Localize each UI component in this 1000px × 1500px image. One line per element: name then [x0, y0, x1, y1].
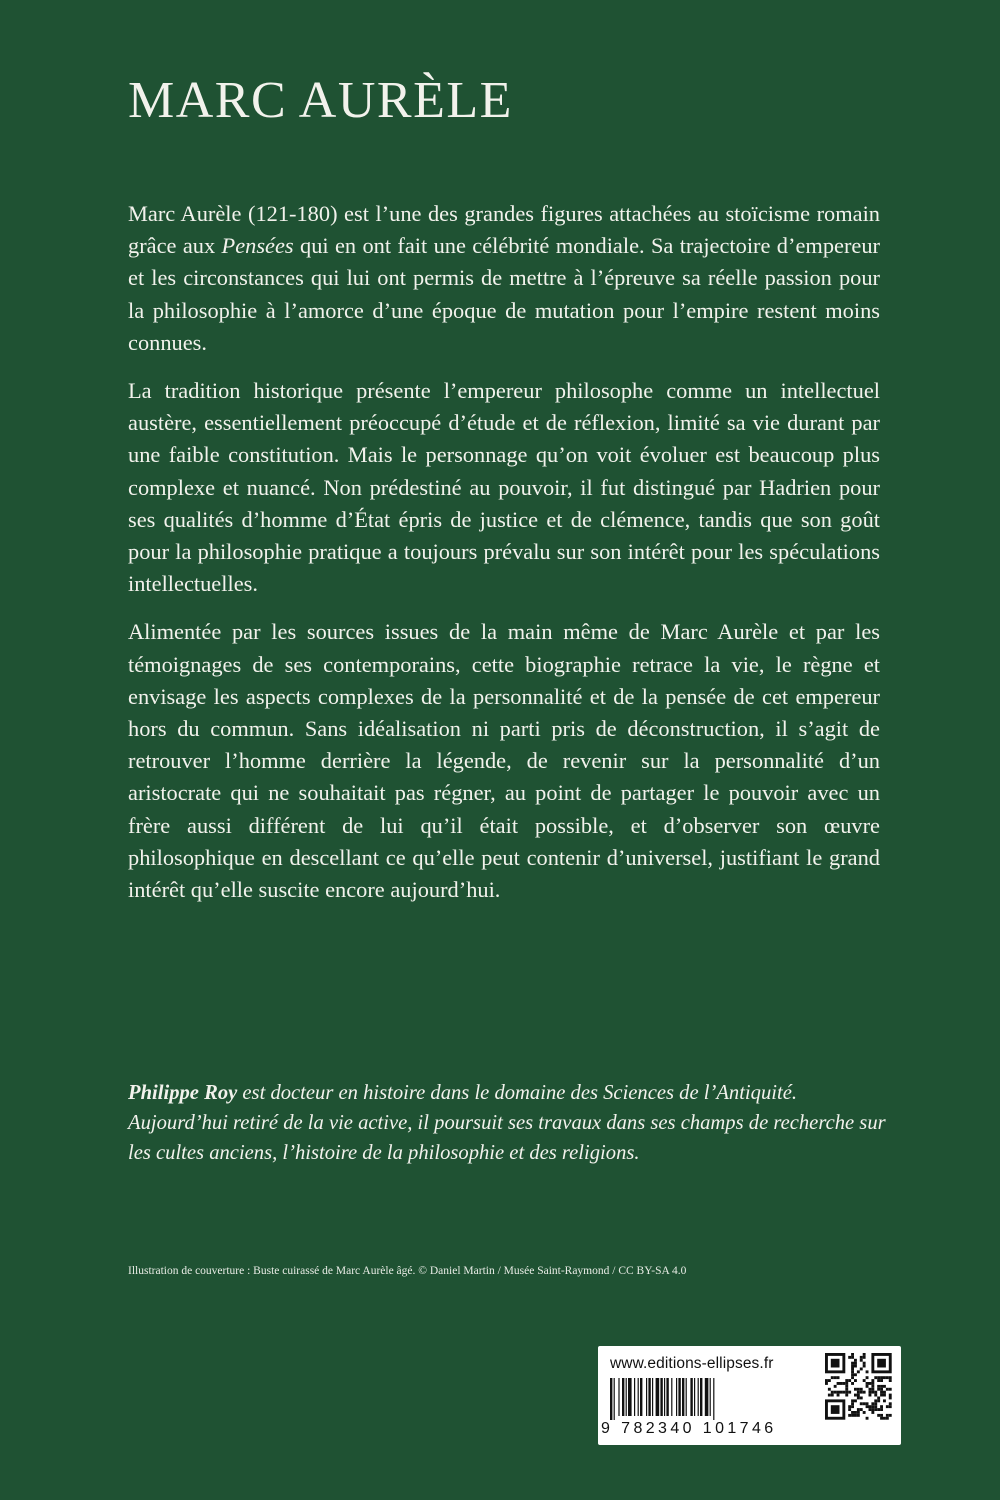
barcode-panel	[598, 1346, 901, 1445]
blurb-paragraph-1	[128, 198, 880, 359]
qr-code-icon[interactable]	[824, 1352, 894, 1438]
blurb-paragraph-2: La tradition historique présente l’empereur philosophe comme un intellectuel austère, essentiellement préoccupé d’étude et de réflexion, limité sa vie durant par une faible constitution. Mais le personnage qu’on voit évoluer est beaucoup plus complexe et nuancé. Non prédestiné au pouvoir, il fut distingué par Hadrien pour ses qualités d’homme d’État épris de justice et de clémence, tandis que son goût pour la philosophie pratique a toujours prévalu sur son intérêt pour les spéculations intellectuelles.	[128, 378, 880, 597]
publisher-website[interactable]: www.editions-ellipses.fr	[610, 1355, 774, 1372]
paragraph-1-end: qui en ont fait une célébrité mondiale. Sa trajectoire d’empereur et les circonstances qui lui ont permis de mettre à l’épreuve sa réelle passion pour la philosophie à l’amorce d’une époque de mutation pour l’empire restent moins connues.	[128, 233, 880, 355]
paragraph-1-start: Marc Aurèle (121-180) est l’une des grandes figures attachées au stoïcisme romain grâce aux	[128, 201, 880, 259]
author-bio	[128, 1078, 888, 1168]
pensees-italic: Pensées	[221, 233, 294, 259]
isbn-barcode-icon	[608, 1378, 813, 1420]
book-title: MARC AURÈLE	[128, 72, 513, 129]
author-bio-text: est docteur en histoire dans le domaine des Sciences de l’Antiquité. Aujourd’hui retiré de la vie active, il poursuit ses travaux dans ses champs de recherche sur les cultes anciens, l’histoire de la philosophie et des religions.	[128, 1082, 886, 1164]
cover-illustration-credit: Illustration de couverture : Buste cuirassé de Marc Aurèle âgé. © Daniel Martin / Musée Saint-Raymond / CC BY-SA 4.0	[128, 1265, 687, 1277]
isbn-number: 9 782340 101746	[601, 1420, 777, 1437]
blurb-paragraph-3: Alimentée par les sources issues de la main même de Marc Aurèle et par les témoignages de ses contemporains, cette biographie retrace la vie, le règne et envisage les aspects complexes de la personnalité et de la pensée de cet empereur hors du commun. Sans idéalisation ni parti pris de déconstruction, il s’agit de retrouver l’homme derrière la légende, de revenir sur la personnalité d’un aristocrate qui ne souhaitait pas régner, au point de partager le pouvoir avec un frère aussi différent de lui qu’il était possible, et d’observer son œuvre philosophique en descellant ce qu’elle peut contenir d’universel, justifiant le grand intérêt qu’elle suscite encore aujourd’hui.	[128, 619, 880, 903]
author-name: Philippe Roy	[128, 1082, 238, 1104]
back-cover-blurb	[128, 198, 880, 922]
